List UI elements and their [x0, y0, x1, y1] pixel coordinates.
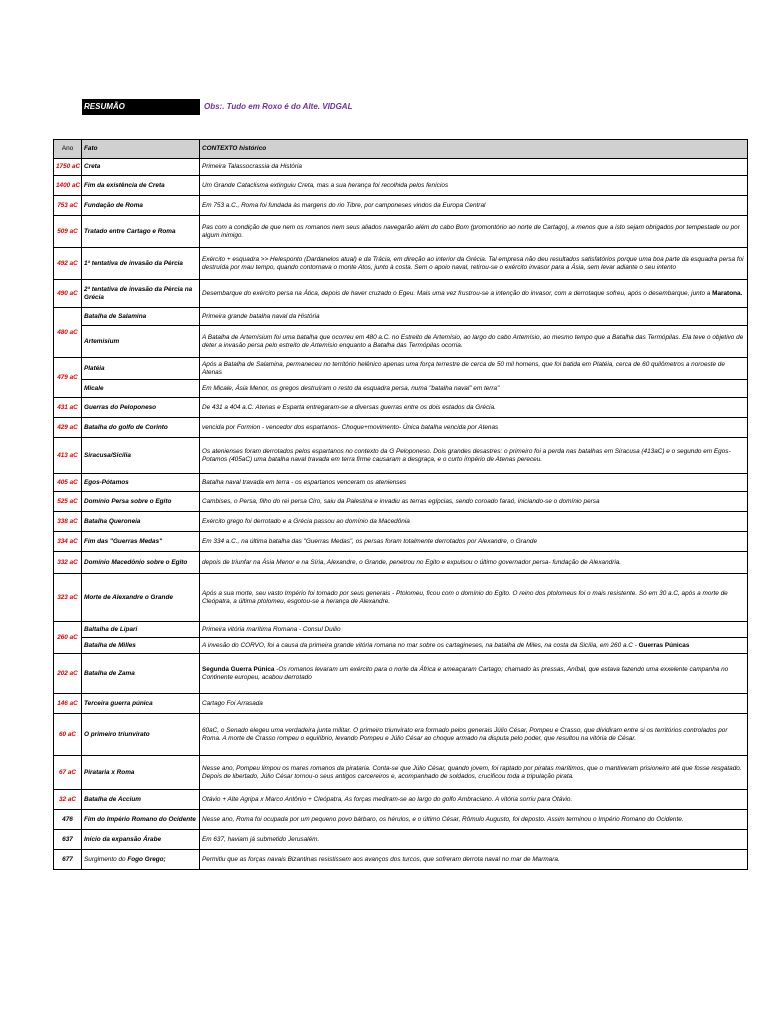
context-cell: Pas com a condição de que nem os romanos nem seus aliados navegarão além do cabo Bom (promontório ao norte de Cartago), a menos que a isto sejam obrigados por tempestade ou por algum inimigo. [200, 216, 748, 248]
context-cell: Após a sua morte, seu vasto Império foi tomado por seus generais - Ptolomeu, ficou com o domínio do Egito. O reino dos ptolomeus foi o mais resistente. Só em 30 a.C, após a morte de Cleópatra, a última ptolomeu, esgotou-se a herança de Alexandre. [200, 574, 748, 622]
table-row [54, 830, 748, 850]
context-cell [200, 638, 748, 654]
table-row [54, 398, 748, 418]
table-row [54, 756, 748, 790]
table-row [54, 418, 748, 438]
fact-cell: Artemisium [82, 326, 200, 358]
table-row [54, 714, 748, 756]
year-cell: 32 aC [54, 790, 82, 810]
context-cell: Primeira vitória marítima Romana - Consul Duilio [200, 622, 748, 638]
table-row [54, 532, 748, 552]
year-cell: 490 aC [54, 280, 82, 308]
fact-cell: Batalha de Salamina [82, 308, 200, 326]
table-row [54, 622, 748, 638]
fact-cell: Egos-Pótamos [82, 474, 200, 492]
context-cell [200, 654, 748, 694]
context-cell: Após a Batalha de Salamina, permaneceu no território helênico apenas uma força terrestre de cerca de 50 mil homens, que foi batida em Platéia, cerca de 60 quilômetros a noroeste de Atenas [200, 358, 748, 380]
year-cell: 334 aC [54, 532, 82, 552]
table-row [54, 308, 748, 326]
fact-cell: Siracusa/Sicília [82, 438, 200, 474]
fact-cell: Fim da existência de Creta [82, 176, 200, 196]
fact-cell: Batalha Queroneia [82, 512, 200, 532]
table-row [54, 326, 748, 358]
fact-cell: 2ª tentativa de invasão da Pércia na Grécia [82, 280, 200, 308]
context-cell: A Batalha de Artemísium foi uma batalha que ocorreu em 480 a.C. no Estreito de Artemísio, ao largo do cabo Artemísio, ao mesmo tempo que a Batalha das Termópilas. Ela teve o objetivo de deter a invasão persa pelo estreito de Artemísio enquanto a Batalha das Termópilas ocorria. [200, 326, 748, 358]
year-cell: 479 aC [54, 358, 82, 398]
year-cell: 525 aC [54, 492, 82, 512]
year-cell: 405 aC [54, 474, 82, 492]
fact-cell: Terceira guerra púnica [82, 694, 200, 714]
year-cell: 429 aC [54, 418, 82, 438]
fact-cell: Domínio Macedônio sobre o Egito [82, 552, 200, 574]
context-cell: Em 753 a.C., Roma foi fundada às margens do rio Tibre, por camponeses vindos da Europa Central [200, 196, 748, 216]
fact-cell: Baltalha de Lipari [82, 622, 200, 638]
context-cell: Os atenienses foram derrotados pelos espartanos no contexto da G Peloponeso. Dois grandes desastres: o primeiro foi a perda nas batalhas em Siracusa (413aC) e o segundo em Egos-Potamos (405aC) uma batalha naval travada em terra firme causaram a desgraça, e o curto império de Atenas pereceu. [200, 438, 748, 474]
context-cell: depois de triunfar na Ásia Menor e na Síria, Alexandre, o Grande, penetrou no Egito e expulsou o último governador persa- fundação de Alexandria. [200, 552, 748, 574]
context-cell: vencida por Formion - vencedor dos espartanos- Choque+movimento- Única batalha vencida por Atenas [200, 418, 748, 438]
context-cell: Cambises, o Persa, filho do rei persa Ciro, saiu da Palestina e invadiu as terras egípcias, sendo coroado faraó, iniciando-se o domínio persa [200, 492, 748, 512]
year-cell: 492 aC [54, 248, 82, 280]
table-row [54, 176, 748, 196]
year-cell: 476 [54, 810, 82, 830]
context-cell: Em Micale, Ásia Menor, os gregos destruíram o resto da esquadra persa, numa "batalha naval" em terra" [200, 380, 748, 398]
fact-cell: Guerras do Peloponeso [82, 398, 200, 418]
fact-cell: Tratado entre Cartago e Roma [82, 216, 200, 248]
table-row [54, 248, 748, 280]
year-cell: 202 aC [54, 654, 82, 694]
table-row [54, 850, 748, 870]
table-row [54, 380, 748, 398]
context-cell: Nesse ano, Roma foi ocupada por um pequeno povo bárbaro, os hérulos, e o último César, Rômulo Augusto, foi deposto. Assim terminou o Império Romano do Ocidente. [200, 810, 748, 830]
year-cell: 146 aC [54, 694, 82, 714]
fact-cell: Creta [82, 159, 200, 176]
fact-cell: Domínio Persa sobre o Egito [82, 492, 200, 512]
fact-cell [82, 850, 200, 870]
context-cell: Batalha naval travada em terra - os espartanos venceram os atenienses [200, 474, 748, 492]
fact-cell: Batalha de Accium [82, 790, 200, 810]
fact-cell: Batalha do golfo de Corinto [82, 418, 200, 438]
column-header-fato: Fato [82, 140, 200, 159]
context-cell: Em 334 a.C., na última batalha das "Guerras Medas", os persas foram totalmente derrotados por Alexandre, o Grande [200, 532, 748, 552]
context-text: -Os romanos levaram um exército para o norte da África e ameaçaram Cartago; chamado às pressas, Aníbal, que estava fazendo uma exxelente campanha no Continente europeu, acabou derrotado [202, 665, 729, 681]
fact-cell: O primeiro triunvirato [82, 714, 200, 756]
context-cell: Otávio + Alte Agripa x Marco Antônio + Cleópatra, As forças mediram-se ao largo do golfo Ambraciano. A vitória sorriu para Otávio. [200, 790, 748, 810]
fact-cell: 1ª tentativa de invasão da Pércia [82, 248, 200, 280]
table-row [54, 474, 748, 492]
context-cell: De 431 a 404 a.C. Atenas e Esparta entregaram-se a diversas guerras entre os dois estados da Grécia. [200, 398, 748, 418]
year-cell: 509 aC [54, 216, 82, 248]
context-cell [200, 280, 748, 308]
year-cell: 753 aC [54, 196, 82, 216]
context-cell: 60aC, o Senado elegeu uma verdadeira junta militar. O primeiro triunvirato era formado pelos generais Júlio César, Pompeu e Crasso, que dividiram entre si os territórios controlados por Roma. A morte de Crasso rompeu o equilíbrio, levando Pompeu e Júlio César ao choque armado na disputa pelo poder, que resultou na vitória de César. [200, 714, 748, 756]
fact-cell: Fundação de Roma [82, 196, 200, 216]
table-row [54, 358, 748, 380]
year-cell: 413 aC [54, 438, 82, 474]
fact-text: Surgimento do [84, 855, 128, 863]
table-row [54, 694, 748, 714]
context-cell: Permitiu que as forças navais Bizantinas resistissem aos avanços dos turcos, que sofreram derrota naval no mar de Marmara. [200, 850, 748, 870]
year-cell: 637 [54, 830, 82, 850]
table-row [54, 512, 748, 532]
fact-cell: Fim do Império Romano do Ocidente [82, 810, 200, 830]
context-cell: Um Grande Cataclisma extinguiu Creta, mas a sua herança foi recolhida pelos fenícios [200, 176, 748, 196]
fact-cell: Platéia [82, 358, 200, 380]
table-row [54, 654, 748, 694]
table-row [54, 638, 748, 654]
summary-header [82, 99, 352, 115]
table-row [54, 790, 748, 810]
resumo-label: RESUMÃO [82, 99, 200, 115]
year-cell: 431 aC [54, 398, 82, 418]
context-bold: Maratona. [712, 289, 743, 297]
context-bold: Guerras Púnicas [638, 641, 690, 649]
fact-cell: Pirataria x Roma [82, 756, 200, 790]
year-cell: 260 aC [54, 622, 82, 654]
context-bold: Segunda Guerra Púnica [202, 665, 275, 673]
table-row [54, 159, 748, 176]
year-cell: 60 aC [54, 714, 82, 756]
context-text: Desembarque do exército persa na Ática, depois de haver cruzado o Egeu. Mais uma vez frustrou-se a intenção do invasor, com a derrotaque sofreu, após o desembarque, junto a [202, 289, 711, 297]
fact-cell: Batalha de Zama [82, 654, 200, 694]
context-cell: Primeira Talassocrassia da História [200, 159, 748, 176]
table-row [54, 492, 748, 512]
table-row [54, 438, 748, 474]
context-cell: Em 637, haviam já submetido Jerusalém. [200, 830, 748, 850]
table-row [54, 552, 748, 574]
fact-cell: Início da expansão Árabe [82, 830, 200, 850]
context-cell: Exército grego foi derrotado e a Grécia passou ao domínio da Macedônia [200, 512, 748, 532]
obs-note: Obs:. Tudo em Roxo é do Alte. VIDGAL [204, 102, 353, 111]
history-table [53, 139, 748, 870]
context-cell: Cartago Foi Arrasada [200, 694, 748, 714]
fact-cell: Morte de Alexandre o Grande [82, 574, 200, 622]
year-cell: 67 aC [54, 756, 82, 790]
context-cell: Primeira grande batalha naval da História [200, 308, 748, 326]
column-header-contexto: CONTEXTO histórico [200, 140, 748, 159]
table-row [54, 810, 748, 830]
fact-cell: Batalha de Milles [82, 638, 200, 654]
table-header-row [54, 140, 748, 159]
table-row [54, 216, 748, 248]
context-cell: Exército + esquadra >> Helesponto (Dardanelos atual) e da Trácia, em direção ao interior da Grécia. Tal empresa não deu resultados satisfatórios porque uma boa parte da esquadra persa foi destruída por mau tempo, quando contornava o monte Atos, junto à costa. Sem o apoio naval, retirou-se o exército invasor para a Ásia, sem levar adiante o seu intento [200, 248, 748, 280]
year-cell: 1750 aC [54, 159, 82, 176]
year-cell: 1400 aC [54, 176, 82, 196]
table-row [54, 196, 748, 216]
context-text: A invesão do CORVO, foi a causa da primeira grande vitória romana no mar sobre os cartagineses, na batalha de Miles, na costa da Sicília, em 260 a.C - [202, 641, 639, 649]
fact-cell: Fim das "Guerras Medas" [82, 532, 200, 552]
fact-cell: Micale [82, 380, 200, 398]
year-cell: 338 aC [54, 512, 82, 532]
year-cell: 323 aC [54, 574, 82, 622]
year-cell: 677 [54, 850, 82, 870]
table-row [54, 574, 748, 622]
column-header-ano: Ano [54, 140, 82, 159]
table-row [54, 280, 748, 308]
year-cell: 332 aC [54, 552, 82, 574]
fact-bold: Fogo Grego; [127, 855, 166, 863]
context-cell: Nesse ano, Pompeu limpou os mares romanos da pirataria. Conta-se que Júlio César, quando jovem, foi raptado por piratas marítimos, que o mantiveram prisioneiro até que fosse resgatado. Depois de libertado, Júlio César tornou-o seus antigos carcereiros e, acompanhado de soldados, crucificou toda a tripulação pirata. [200, 756, 748, 790]
year-cell: 480 aC [54, 308, 82, 358]
